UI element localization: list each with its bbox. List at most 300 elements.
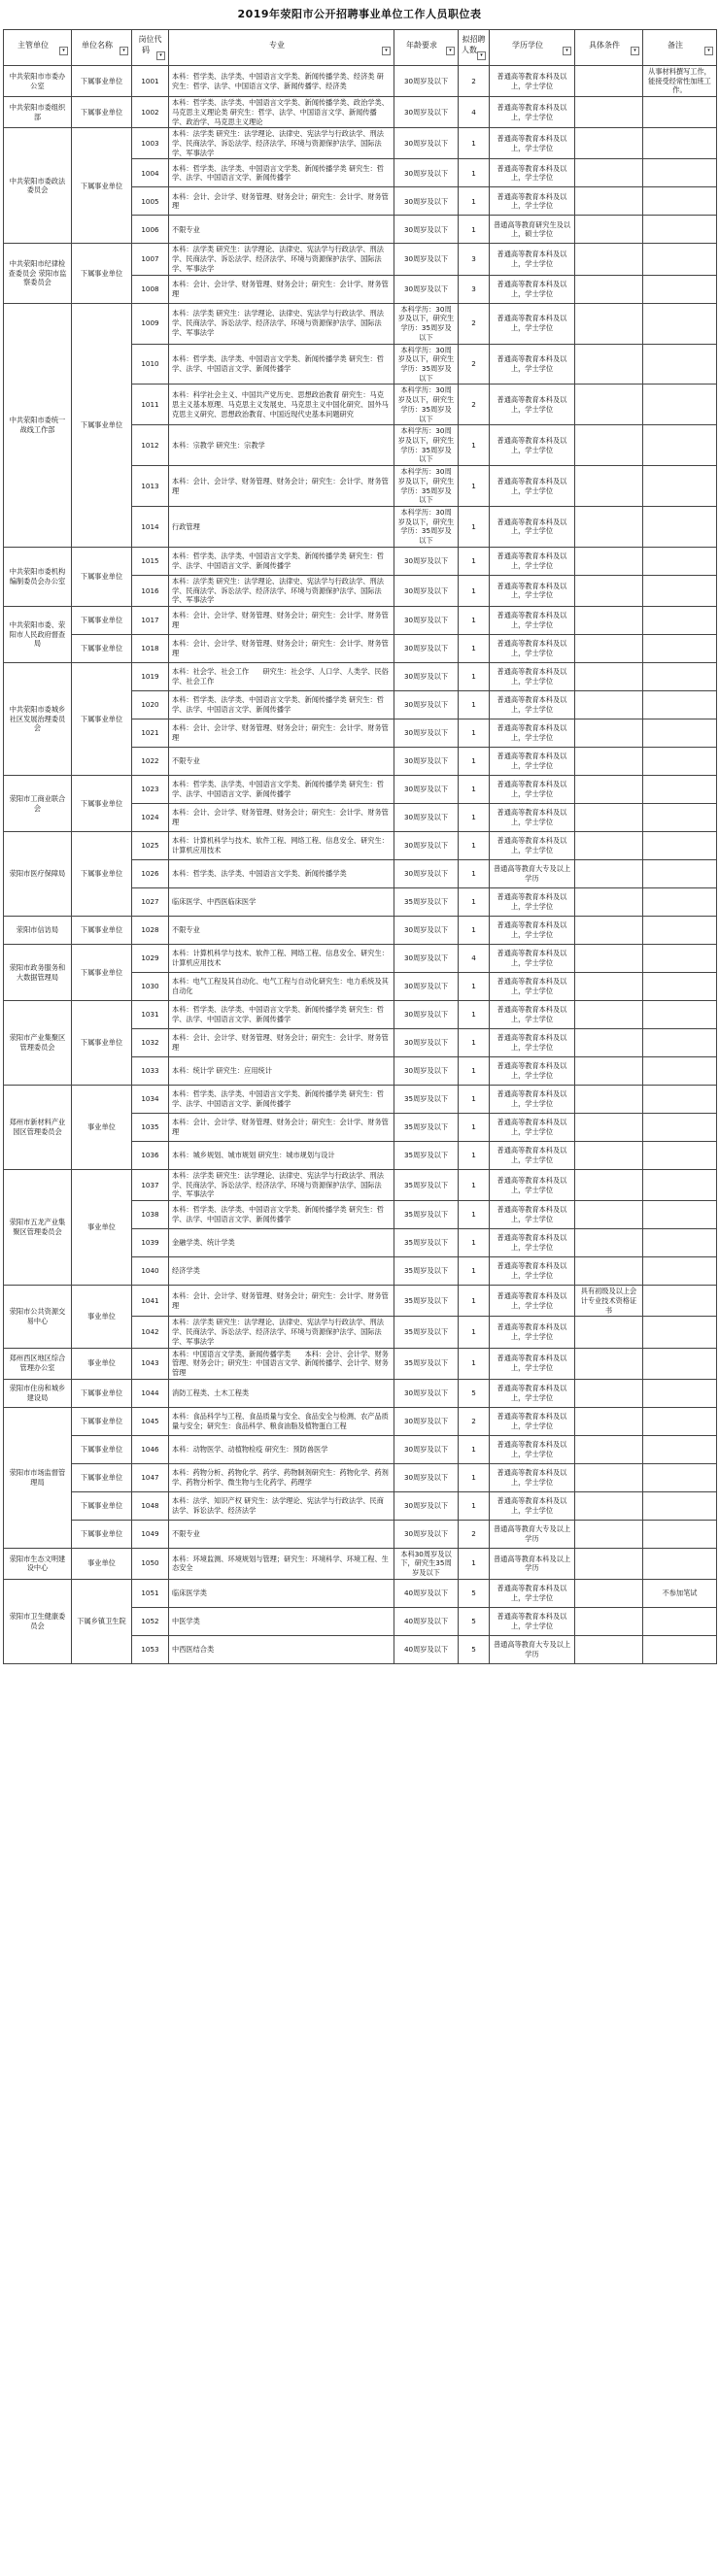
cell-edu: 普通高等教育本科及以上，学士学位	[490, 244, 575, 275]
cell-age: 30周岁及以下	[394, 832, 459, 860]
column-header[interactable]	[459, 30, 490, 66]
cell-code: 1035	[132, 1114, 169, 1142]
cell-num: 1	[459, 832, 490, 860]
cell-dept: 中共荥阳市委、荥阳市人民政府督查局	[4, 607, 72, 663]
column-header[interactable]	[643, 30, 717, 66]
cell-cond	[575, 244, 643, 275]
cell-dept: 荥阳市公共资源交易中心	[4, 1286, 72, 1348]
cell-edu: 普通高等教育本科及以上，学士学位	[490, 1057, 575, 1086]
cell-code: 1041	[132, 1286, 169, 1317]
cell-code: 1024	[132, 804, 169, 832]
cell-edu: 普通高等教育本科及以上，学士学位	[490, 275, 575, 303]
cell-cond	[575, 719, 643, 748]
cell-code: 1033	[132, 1057, 169, 1086]
cell-unit: 下属事业单位	[72, 917, 132, 945]
cell-code: 1010	[132, 344, 169, 385]
cell-major: 本科：法学类 研究生：法学理论、法律史、宪法学与行政法学、刑法学、民商法学、诉讼法学、经济法学、环境与资源保护法学、国际法学、军事法学	[169, 128, 394, 159]
cell-code: 1046	[132, 1435, 169, 1463]
cell-note	[643, 635, 717, 663]
cell-major: 本科：哲学类、法学类、中国语言文学类、新闻传播学类	[169, 860, 394, 888]
column-header-label: 岗位代码	[138, 35, 162, 54]
cell-cond	[575, 344, 643, 385]
cell-cond	[575, 1029, 643, 1057]
cell-cond	[575, 832, 643, 860]
filter-dropdown-icon[interactable]: ▾	[704, 47, 713, 55]
column-header[interactable]	[490, 30, 575, 66]
cell-note	[643, 344, 717, 385]
cell-code: 1009	[132, 303, 169, 344]
cell-num: 1	[459, 159, 490, 187]
cell-edu: 普通高等教育本科及以上，学士学位	[490, 1317, 575, 1348]
cell-note	[643, 945, 717, 973]
column-header-label: 年龄要求	[406, 40, 437, 50]
column-header[interactable]	[132, 30, 169, 66]
cell-edu: 普通高等教育本科及以上，学士学位	[490, 635, 575, 663]
cell-dept: 中共荥阳市委城乡社区发展治理委员会	[4, 663, 72, 776]
cell-edu: 普通高等教育本科及以上，学士学位	[490, 973, 575, 1001]
cell-edu: 普通高等教育本科及以上，学士学位	[490, 607, 575, 635]
cell-code: 1002	[132, 97, 169, 128]
cell-cond	[575, 973, 643, 1001]
cell-major: 本科：哲学类、法学类、中国语言文学类、新闻传播学类 研究生：哲学、法学、中国语言文学、新闻传播学	[169, 547, 394, 575]
cell-code: 1004	[132, 159, 169, 187]
cell-edu: 普通高等教育本科及以上，学士学位	[490, 97, 575, 128]
cell-num: 1	[459, 888, 490, 917]
cell-note	[643, 425, 717, 466]
cell-num: 1	[459, 1348, 490, 1379]
cell-num: 1	[459, 1142, 490, 1170]
table-row	[4, 66, 717, 97]
cell-major: 消防工程类、土木工程类	[169, 1379, 394, 1407]
cell-code: 1051	[132, 1579, 169, 1607]
cell-cond	[575, 128, 643, 159]
cell-edu: 普通高等教育本科及以上，学士学位	[490, 832, 575, 860]
cell-age: 30周岁及以下	[394, 1520, 459, 1548]
cell-age: 35周岁及以下	[394, 1142, 459, 1170]
cell-edu: 普通高等教育本科及以上，学士学位	[490, 1257, 575, 1286]
cell-age: 本科学历：30周岁及以下，研究生学历：35周岁及以下	[394, 507, 459, 548]
cell-age: 30周岁及以下	[394, 691, 459, 719]
cell-note	[643, 860, 717, 888]
cell-note	[643, 216, 717, 244]
cell-num: 1	[459, 425, 490, 466]
cell-major: 经济学类	[169, 1257, 394, 1286]
cell-edu: 普通高等教育本科及以上，学士学位	[490, 1407, 575, 1435]
cell-code: 1037	[132, 1170, 169, 1201]
table-body	[4, 66, 717, 1664]
cell-age: 30周岁及以下	[394, 1463, 459, 1491]
column-header[interactable]	[169, 30, 394, 66]
cell-note	[643, 275, 717, 303]
cell-num: 2	[459, 303, 490, 344]
cell-age: 30周岁及以下	[394, 719, 459, 748]
cell-cond	[575, 1057, 643, 1086]
cell-num: 1	[459, 776, 490, 804]
cell-unit: 下属乡镇卫生院	[72, 1579, 132, 1663]
cell-cond	[575, 1114, 643, 1142]
cell-age: 30周岁及以下	[394, 607, 459, 635]
cell-major: 本科：会计、会计学、财务管理、财务会计；研究生：会计学、财务管理	[169, 1029, 394, 1057]
cell-major: 本科：哲学类、法学类、中国语言文学类、新闻传播学类 研究生：哲学、法学、中国语言文学、新闻传播学	[169, 1201, 394, 1229]
cell-edu: 普通高等教育本科及以上，学士学位	[490, 425, 575, 466]
cell-note	[643, 804, 717, 832]
cell-note	[643, 973, 717, 1001]
cell-cond	[575, 1348, 643, 1379]
cell-age: 30周岁及以下	[394, 547, 459, 575]
cell-major: 本科：法学类 研究生：法学理论、法律史、宪法学与行政法学、刑法学、民商法学、诉讼法学、经济法学、环境与资源保护法学、国际法学、军事法学	[169, 244, 394, 275]
cell-note	[643, 1001, 717, 1029]
cell-unit: 下属事业单位	[72, 303, 132, 547]
cell-age: 30周岁及以下	[394, 575, 459, 606]
cell-unit: 事业单位	[72, 1086, 132, 1170]
cell-major: 不限专业	[169, 917, 394, 945]
cell-num: 1	[459, 1229, 490, 1257]
cell-code: 1043	[132, 1348, 169, 1379]
table-row	[4, 547, 717, 575]
cell-age: 40周岁及以下	[394, 1635, 459, 1663]
cell-code: 1019	[132, 663, 169, 691]
cell-code: 1034	[132, 1086, 169, 1114]
cell-edu: 普通高等教育本科及以上，学士学位	[490, 66, 575, 97]
cell-major: 本科：法学类 研究生：法学理论、法律史、宪法学与行政法学、刑法学、民商法学、诉讼法学、经济法学、环境与资源保护法学、国际法学、军事法学	[169, 575, 394, 606]
cell-major: 本科：会计、会计学、财务管理、财务会计；研究生：会计学、财务管理	[169, 275, 394, 303]
cell-cond	[575, 860, 643, 888]
cell-age: 35周岁及以下	[394, 1201, 459, 1229]
cell-major: 本科：会计、会计学、财务管理、财务会计；研究生：会计学、财务管理	[169, 1286, 394, 1317]
filter-dropdown-icon[interactable]: ▾	[477, 51, 486, 60]
cell-edu: 普通高等教育本科及以上，学士学位	[490, 547, 575, 575]
cell-major: 本科：会计、会计学、财务管理、财务会计；研究生：会计学、财务管理	[169, 804, 394, 832]
cell-major: 本科：会计、会计学、财务管理、财务会计；研究生：会计学、财务管理	[169, 607, 394, 635]
cell-age: 35周岁及以下	[394, 1170, 459, 1201]
table-row	[4, 1520, 717, 1548]
cell-edu: 普通高等教育本科及以上，学士学位	[490, 917, 575, 945]
cell-code: 1026	[132, 860, 169, 888]
cell-major: 本科：哲学类、法学类、中国语言文学类、新闻传播学类、经济类 研究生：哲学、法学、中国语言文学、新闻传播学、经济类	[169, 66, 394, 97]
filter-dropdown-icon[interactable]: ▾	[120, 47, 128, 55]
cell-cond	[575, 1635, 643, 1663]
cell-code: 1003	[132, 128, 169, 159]
cell-code: 1013	[132, 466, 169, 507]
cell-note	[643, 575, 717, 606]
cell-note	[643, 1379, 717, 1407]
cell-cond	[575, 466, 643, 507]
cell-cond	[575, 1463, 643, 1491]
cell-num: 1	[459, 748, 490, 776]
cell-edu: 普通高等教育本科及以上，学士学位	[490, 1348, 575, 1379]
cell-major: 本科：中国语言文学类、新闻传播学类 本科：会计、会计学、财务管理、财务会计；研究生：中国语言文学、新闻传播学、会计学、财务管理	[169, 1348, 394, 1379]
cell-code: 1025	[132, 832, 169, 860]
cell-major: 不限专业	[169, 216, 394, 244]
column-header-label: 具体条件	[589, 40, 620, 50]
cell-unit: 事业单位	[72, 1548, 132, 1579]
cell-age: 30周岁及以下	[394, 1379, 459, 1407]
column-header-label: 学历学位	[512, 40, 543, 50]
cell-age: 30周岁及以下	[394, 128, 459, 159]
cell-age: 30周岁及以下	[394, 244, 459, 275]
cell-major: 本科：法学类 研究生：法学理论、法律史、宪法学与行政法学、刑法学、民商法学、诉讼法学、经济法学、环境与资源保护法学、国际法学、军事法学	[169, 1170, 394, 1201]
cell-note	[643, 385, 717, 425]
cell-code: 1018	[132, 635, 169, 663]
cell-cond	[575, 425, 643, 466]
column-header[interactable]	[394, 30, 459, 66]
cell-note	[643, 1286, 717, 1317]
cell-major: 本科：动物医学、动植物检疫 研究生：预防兽医学	[169, 1435, 394, 1463]
cell-major: 本科：会计、会计学、财务管理、财务会计；研究生：会计学、财务管理	[169, 466, 394, 507]
cell-code: 1020	[132, 691, 169, 719]
cell-age: 30周岁及以下	[394, 187, 459, 216]
cell-cond: 具有初级及以上会计专业技术资格证书	[575, 1286, 643, 1317]
cell-cond	[575, 945, 643, 973]
cell-code: 1005	[132, 187, 169, 216]
cell-note	[643, 1348, 717, 1379]
cell-unit: 下属事业单位	[72, 547, 132, 606]
column-header[interactable]	[575, 30, 643, 66]
cell-code: 1017	[132, 607, 169, 635]
cell-note	[643, 1607, 717, 1635]
cell-cond	[575, 776, 643, 804]
cell-unit: 下属事业单位	[72, 1001, 132, 1086]
cell-num: 1	[459, 1317, 490, 1348]
cell-num: 1	[459, 635, 490, 663]
cell-age: 30周岁及以下	[394, 1029, 459, 1057]
filter-dropdown-icon[interactable]: ▾	[382, 47, 391, 55]
cell-cond	[575, 216, 643, 244]
cell-dept: 荥阳市信访局	[4, 917, 72, 945]
filter-dropdown-icon[interactable]: ▾	[446, 47, 455, 55]
cell-edu: 普通高等教育本科及以上，学士学位	[490, 344, 575, 385]
table-row	[4, 945, 717, 973]
column-header-label: 单位名称	[82, 40, 113, 50]
cell-dept: 中共荥阳市市委办公室	[4, 66, 72, 97]
cell-age: 30周岁及以下	[394, 1001, 459, 1029]
cell-major: 本科：城乡规划、城市规划 研究生：城市规划与设计	[169, 1142, 394, 1170]
cell-age: 30周岁及以下	[394, 945, 459, 973]
table-row	[4, 1407, 717, 1435]
cell-unit: 下属事业单位	[72, 635, 132, 663]
cell-unit: 下属事业单位	[72, 1407, 132, 1435]
cell-major: 本科：食品科学与工程、食品质量与安全、食品安全与检测、农产品质量与安全；研究生：食品科学、粮食油脂及植物蛋白工程	[169, 1407, 394, 1435]
cell-cond	[575, 547, 643, 575]
cell-num: 5	[459, 1607, 490, 1635]
cell-cond	[575, 1548, 643, 1579]
cell-major: 本科：计算机科学与技术、软件工程、网络工程、信息安全、研究生：计算机应用技术	[169, 832, 394, 860]
cell-edu: 普通高等教育本科及以上，学士学位	[490, 1086, 575, 1114]
cell-code: 1007	[132, 244, 169, 275]
filter-dropdown-icon[interactable]: ▾	[156, 51, 165, 60]
cell-code: 1015	[132, 547, 169, 575]
cell-major: 本科：计算机科学与技术、软件工程、网络工程、信息安全、研究生：计算机应用技术	[169, 945, 394, 973]
cell-code: 1045	[132, 1407, 169, 1435]
cell-code: 1048	[132, 1491, 169, 1520]
cell-age: 35周岁及以下	[394, 1086, 459, 1114]
cell-dept: 中共荥阳市委机构编制委员会办公室	[4, 547, 72, 606]
cell-major: 本科：会计、会计学、财务管理、财务会计；研究生：会计学、财务管理	[169, 719, 394, 748]
cell-dept: 荥阳市卫生健康委员会	[4, 1579, 72, 1663]
cell-note	[643, 719, 717, 748]
cell-code: 1049	[132, 1520, 169, 1548]
cell-note: 不参加笔试	[643, 1579, 717, 1607]
table-row	[4, 1348, 717, 1379]
cell-cond	[575, 575, 643, 606]
cell-num: 2	[459, 66, 490, 97]
cell-dept: 荥阳市工商业联合会	[4, 776, 72, 832]
cell-cond	[575, 97, 643, 128]
cell-age: 30周岁及以下	[394, 1057, 459, 1086]
cell-age: 本科学历：30周岁及以下，研究生学历：35周岁及以下	[394, 385, 459, 425]
cell-num: 1	[459, 973, 490, 1001]
cell-major: 不限专业	[169, 748, 394, 776]
cell-dept: 荥阳市市场监督管理局	[4, 1407, 72, 1548]
cell-major: 临床医学类	[169, 1579, 394, 1607]
cell-note	[643, 1491, 717, 1520]
cell-num: 1	[459, 216, 490, 244]
cell-num: 1	[459, 128, 490, 159]
cell-age: 30周岁及以下	[394, 66, 459, 97]
cell-cond	[575, 1317, 643, 1348]
cell-cond	[575, 187, 643, 216]
cell-age: 35周岁及以下	[394, 888, 459, 917]
cell-cond	[575, 66, 643, 97]
cell-cond	[575, 635, 643, 663]
cell-edu: 普通高等教育本科及以上学历	[490, 1548, 575, 1579]
cell-note	[643, 1317, 717, 1348]
cell-code: 1023	[132, 776, 169, 804]
cell-num: 2	[459, 385, 490, 425]
cell-cond	[575, 275, 643, 303]
column-header[interactable]	[72, 30, 132, 66]
cell-cond	[575, 888, 643, 917]
cell-major: 本科：法学、知识产权 研究生：法学理论、宪法学与行政法学、民商法学、诉讼法学、经济法学	[169, 1491, 394, 1520]
cell-age: 30周岁及以下	[394, 1491, 459, 1520]
cell-unit: 下属事业单位	[72, 832, 132, 917]
cell-code: 1052	[132, 1607, 169, 1635]
cell-major: 本科：哲学类、法学类、中国语言文学类、新闻传播学类 研究生：哲学、法学、中国语言文学、新闻传播学	[169, 776, 394, 804]
cell-major: 本科：统计学 研究生：应用统计	[169, 1057, 394, 1086]
cell-code: 1028	[132, 917, 169, 945]
cell-cond	[575, 303, 643, 344]
cell-edu: 普通高等教育本科及以上，学士学位	[490, 1579, 575, 1607]
cell-num: 5	[459, 1635, 490, 1663]
cell-cond	[575, 691, 643, 719]
cell-age: 35周岁及以下	[394, 1114, 459, 1142]
cell-num: 1	[459, 804, 490, 832]
cell-num: 1	[459, 575, 490, 606]
table-row	[4, 1548, 717, 1579]
cell-num: 1	[459, 1548, 490, 1579]
cell-major: 本科：药物分析、药物化学、药学、药物制剂研究生：药物化学、药剂学、药物分析学、微生物与生化药学、药理学	[169, 1463, 394, 1491]
cell-dept: 荥阳市产业集聚区管理委员会	[4, 1001, 72, 1086]
cell-major: 本科：哲学类、法学类、中国语言文学类、新闻传播学类 研究生：哲学、法学、中国语言文学、新闻传播学	[169, 1086, 394, 1114]
cell-note	[643, 1057, 717, 1086]
cell-edu: 普通高等教育大专及以上学历	[490, 1520, 575, 1548]
cell-note	[643, 128, 717, 159]
cell-dept: 荥阳市生态文明建设中心	[4, 1548, 72, 1579]
cell-unit: 下属事业单位	[72, 1491, 132, 1520]
cell-num: 1	[459, 1086, 490, 1114]
table-row	[4, 1379, 717, 1407]
cell-code: 1042	[132, 1317, 169, 1348]
table-row	[4, 832, 717, 860]
cell-major: 本科：会计、会计学、财务管理、财务会计；研究生：会计学、财务管理	[169, 1114, 394, 1142]
table-row	[4, 1170, 717, 1201]
column-header[interactable]	[4, 30, 72, 66]
cell-unit: 下属事业单位	[72, 607, 132, 635]
cell-edu: 普通高等教育本科及以上，学士学位	[490, 1607, 575, 1635]
filter-dropdown-icon[interactable]: ▾	[563, 47, 571, 55]
cell-age: 30周岁及以下	[394, 776, 459, 804]
column-header-label: 主管单位	[17, 40, 49, 50]
cell-age: 30周岁及以下	[394, 635, 459, 663]
filter-dropdown-icon[interactable]: ▾	[59, 47, 68, 55]
cell-note	[643, 1407, 717, 1435]
cell-note	[643, 1229, 717, 1257]
cell-num: 1	[459, 507, 490, 548]
cell-num: 1	[459, 1114, 490, 1142]
cell-age: 本科30周岁及以下，研究生35周岁及以下	[394, 1548, 459, 1579]
cell-unit: 下属事业单位	[72, 776, 132, 832]
table-row	[4, 635, 717, 663]
cell-unit: 事业单位	[72, 1348, 132, 1379]
cell-unit: 下属事业单位	[72, 945, 132, 1001]
filter-dropdown-icon[interactable]: ▾	[631, 47, 639, 55]
cell-dept: 中共荥阳市纪律检查委员会 荥阳市监察委员会	[4, 244, 72, 303]
cell-note	[643, 1086, 717, 1114]
cell-age: 30周岁及以下	[394, 1435, 459, 1463]
cell-num: 1	[459, 1201, 490, 1229]
cell-major: 行政管理	[169, 507, 394, 548]
cell-cond	[575, 1435, 643, 1463]
cell-note	[643, 159, 717, 187]
cell-num: 1	[459, 1029, 490, 1057]
cell-note	[643, 1142, 717, 1170]
cell-note	[643, 607, 717, 635]
cell-note	[643, 187, 717, 216]
cell-major: 本科：会计、会计学、财务管理、财务会计；研究生：会计学、财务管理	[169, 187, 394, 216]
cell-age: 30周岁及以下	[394, 973, 459, 1001]
cell-major: 本科：法学类 研究生：法学理论、法律史、宪法学与行政法学、刑法学、民商法学、诉讼法学、经济法学、环境与资源保护法学、国际法学、军事法学	[169, 303, 394, 344]
cell-edu: 普通高等教育本科及以上，学士学位	[490, 507, 575, 548]
cell-cond	[575, 1379, 643, 1407]
cell-dept: 中共荥阳市委政法委员会	[4, 128, 72, 244]
cell-age: 35周岁及以下	[394, 1317, 459, 1348]
cell-cond	[575, 1257, 643, 1286]
cell-edu: 普通高等教育本科及以上，学士学位	[490, 691, 575, 719]
cell-unit: 下属事业单位	[72, 1435, 132, 1463]
cell-code: 1016	[132, 575, 169, 606]
cell-edu: 普通高等教育本科及以上，学士学位	[490, 128, 575, 159]
cell-major: 本科：环境监测、环境规划与管理；研究生：环境科学、环境工程、生态安全	[169, 1548, 394, 1579]
cell-dept: 中共荥阳市委统一战线工作部	[4, 303, 72, 547]
cell-age: 40周岁及以下	[394, 1607, 459, 1635]
cell-note	[643, 776, 717, 804]
table-row	[4, 1286, 717, 1317]
cell-edu: 普通高等教育本科及以上，学士学位	[490, 1114, 575, 1142]
column-header-label: 拟招聘人数	[462, 35, 486, 54]
cell-note	[643, 1257, 717, 1286]
cell-code: 1006	[132, 216, 169, 244]
cell-dept: 郑州西区地区综合管理办公室	[4, 1348, 72, 1379]
cell-code: 1047	[132, 1463, 169, 1491]
cell-cond	[575, 1201, 643, 1229]
cell-age: 30周岁及以下	[394, 1407, 459, 1435]
table-row	[4, 303, 717, 344]
cell-code: 1001	[132, 66, 169, 97]
cell-unit: 下属事业单位	[72, 244, 132, 303]
cell-note	[643, 832, 717, 860]
cell-age: 本科学历：30周岁及以下，研究生学历：35周岁及以下	[394, 425, 459, 466]
cell-num: 1	[459, 1057, 490, 1086]
